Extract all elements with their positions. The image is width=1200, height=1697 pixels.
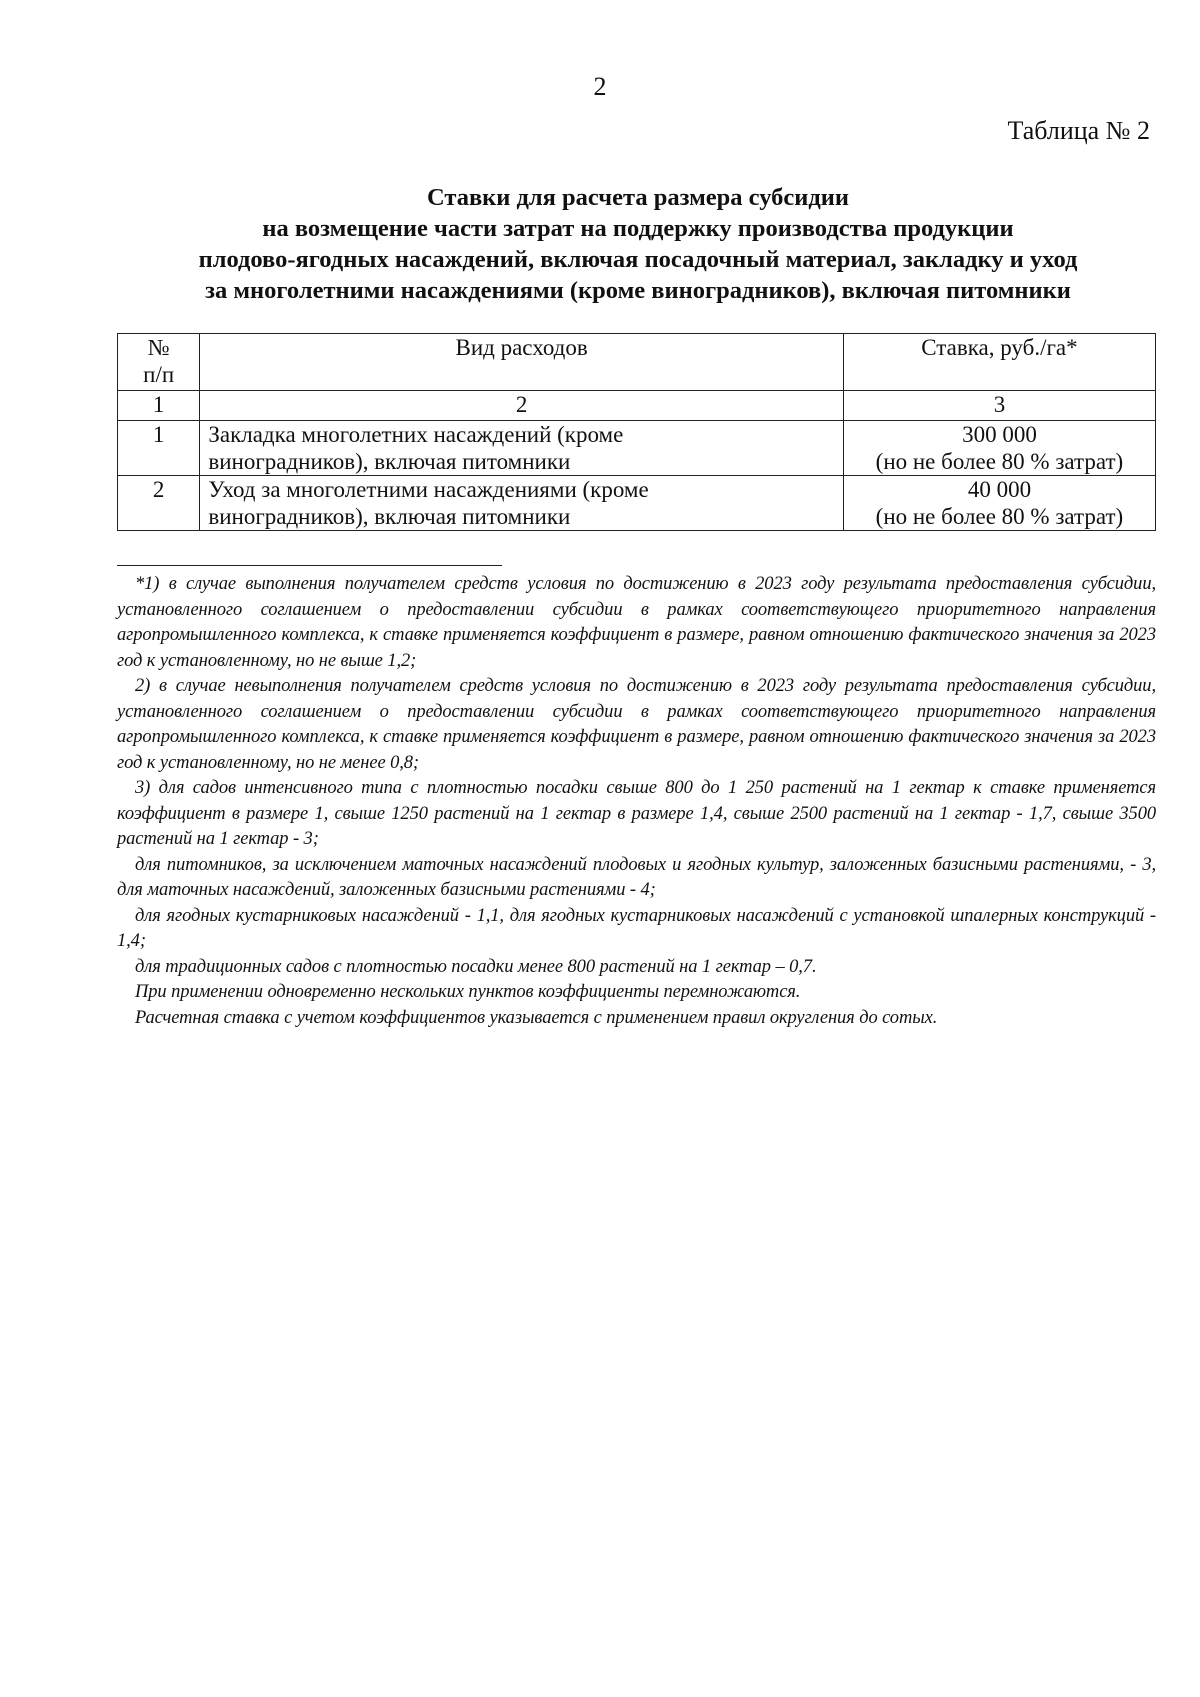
- header-rate: Ставка, руб./га*: [843, 334, 1155, 391]
- header-expense-type: Вид расходов: [200, 334, 844, 391]
- index-cell: 3: [843, 391, 1155, 421]
- expense-type-line: Уход за многолетними насаждениями (кроме: [208, 477, 649, 502]
- title-line: на возмещение части затрат на поддержку производства продукции: [262, 215, 1014, 242]
- expense-type-line: виноградников), включая питомники: [208, 504, 571, 529]
- page-number: 2: [593, 72, 607, 101]
- rates-table: [117, 333, 1156, 531]
- expense-type-line: виноградников), включая питомники: [208, 449, 571, 474]
- table-row: [118, 421, 1156, 476]
- header-number-abbr: п/п: [143, 362, 175, 387]
- rate-value: 40 000: [967, 477, 1032, 502]
- table-header-row: [118, 334, 1156, 391]
- expense-type-line: Закладка многолетних насаждений (кроме: [208, 422, 624, 447]
- row-rate: [843, 476, 1155, 531]
- footnote-paragraph: 3) для садов интенсивного типа с плотностью посадки свыше 800 до 1 250 растений на 1 гектар к ставке применяется коэффициент в размере 1, свыше 1250 растений на 1 гектар в размере 1,4, свыше 2500 растений на 1 гектар - 1,7, свыше 3500 растений на 1 гектар - 3;: [117, 778, 1156, 849]
- title-line: плодово-ягодных насаждений, включая посадочный материал, закладку и уход: [198, 246, 1078, 273]
- index-cell: 1: [118, 391, 200, 421]
- footnote-paragraph: для ягодных кустарниковых насаждений - 1,1, для ягодных кустарниковых насаждений с установкой шпалерных конструкций - 1,4;: [117, 905, 1156, 951]
- title-line: за многолетними насаждениями (кроме виноградников), включая питомники: [205, 277, 1071, 304]
- header-number: [118, 334, 200, 391]
- rate-note: (но не более 80 % затрат): [875, 449, 1124, 474]
- header-number-symbol: №: [147, 335, 170, 360]
- table-index-row: [118, 391, 1156, 421]
- footnote-paragraph: *1) в случае выполнения получателем средств условия по достижению в 2023 году результата предоставления субсидии, установленного соглашением о предоставлении субсидии в рамках соответствующего приоритетного направления агропромышленного комплекса, к ставке применяется коэффициент в размере, равном отношению фактического значения за 2023 год к установленному, но не выше 1,2;: [117, 574, 1156, 671]
- footnote-paragraph: При применении одновременно нескольких пунктов коэффициенты перемножаются.: [135, 982, 801, 1002]
- footnote-paragraph: для питомников, за исключением маточных насаждений плодовых и ягодных культур, заложенных базисными растениями, - 3, для маточных насаждений, заложенных базисными растениями - 4;: [117, 854, 1156, 900]
- title-line: Ставки для расчета размера субсидии: [426, 184, 849, 211]
- row-expense-type: [200, 476, 844, 531]
- table-label: Таблица № 2: [1007, 116, 1150, 145]
- footnote-paragraph: Расчетная ставка с учетом коэффициентов указывается с применением правил округления до сотых.: [135, 1007, 938, 1028]
- index-cell: 2: [200, 391, 844, 421]
- rate-value: 300 000: [962, 422, 1037, 447]
- rate-note: (но не более 80 % затрат): [875, 504, 1124, 529]
- row-number: 2: [118, 476, 200, 531]
- row-expense-type: [200, 421, 844, 476]
- document-title: [118, 182, 1158, 306]
- row-number: 1: [118, 421, 200, 476]
- table-row: [118, 476, 1156, 531]
- row-rate: [843, 421, 1155, 476]
- footnote-paragraph: 2) в случае невыполнения получателем средств условия по достижению в 2023 году результата предоставления субсидии, установленного соглашением о предоставлении субсидии в рамках соответствующего приоритетного направления агропромышленного комплекса, к ставке применяется коэффициент в размере, равном отношению фактического значения за 2023 год к установленному, но не менее 0,8;: [117, 676, 1156, 773]
- footnotes: [117, 572, 1156, 1031]
- footnote-divider: [117, 565, 502, 566]
- footnote-paragraph: для традиционных садов с плотностью посадки менее 800 растений на 1 гектар – 0,7.: [135, 956, 817, 977]
